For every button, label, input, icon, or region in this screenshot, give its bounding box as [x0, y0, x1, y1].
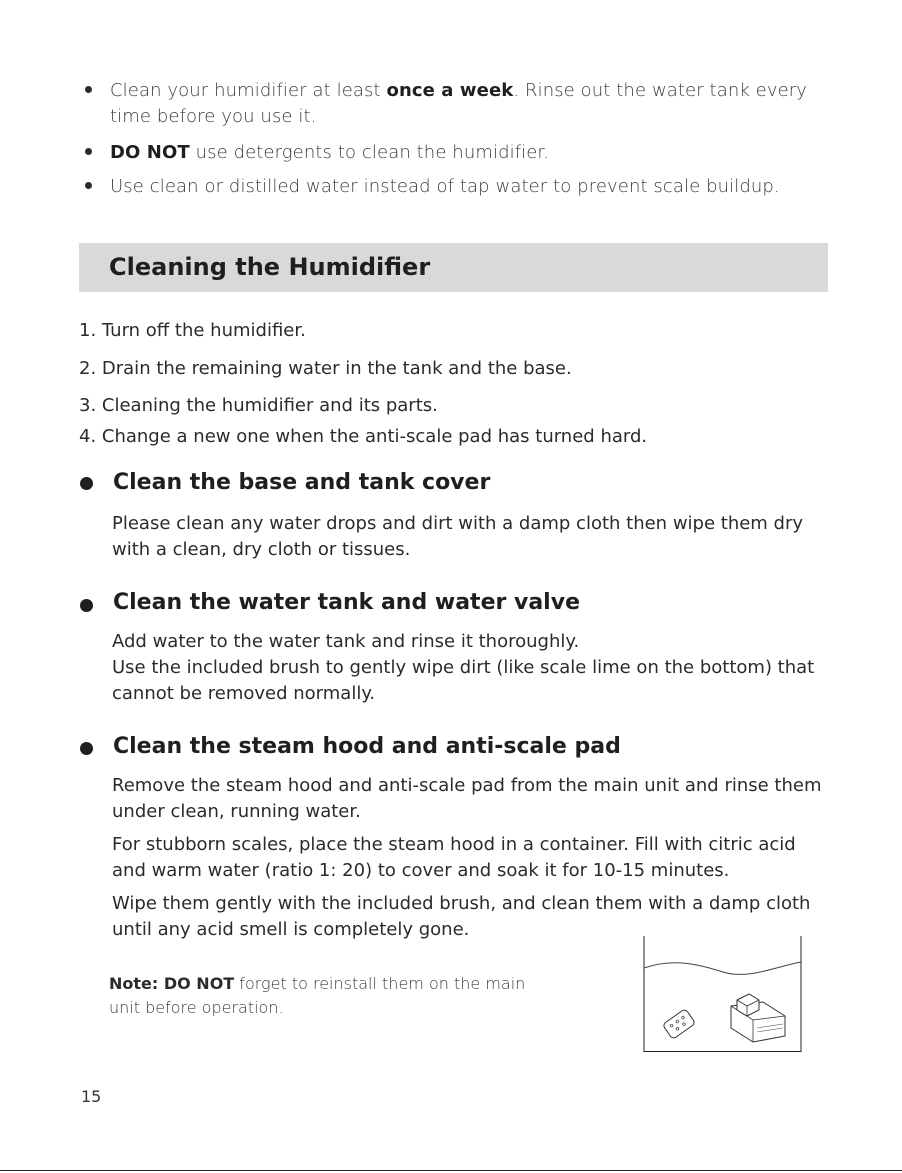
tip-no-detergents: [110, 140, 840, 166]
section-bullet: [80, 742, 93, 755]
tip-text: . Rinse out the water tank every time before you use it.: [110, 80, 808, 127]
section-paragraph: For stubborn scales, place the steam hood in a container. Fill with citric acid and warm water (ratio 1: 20) to cover and soak it for 10-15 minutes.: [112, 834, 796, 881]
section-paragraph: Wipe them gently with the included brush, and clean them with a damp cloth until any acid smell is completely gone.: [112, 893, 811, 940]
soaking-illustration: [643, 936, 802, 1052]
section-paragraph: Use the included brush to gently wipe dirt (like scale lime on the bottom) that cannot be removed normally.: [112, 657, 815, 704]
tip-text: use detergents to clean the humidifier.: [189, 142, 550, 163]
section-bullet: [80, 477, 93, 490]
section-paragraph: Add water to the water tank and rinse it thoroughly.: [112, 631, 580, 652]
tip-emphasis: once a week: [386, 80, 514, 101]
step-item: 3. Cleaning the humidifier and its parts.: [79, 395, 438, 416]
section-paragraph: Remove the steam hood and anti-scale pad from the main unit and rinse them under clean, running water.: [112, 775, 822, 822]
tip-distilled-water: [110, 174, 840, 200]
bullet-dot: [85, 86, 92, 93]
note-text: forget to reinstall them on the main unit before operation.: [109, 974, 526, 1017]
section-title-base-cover: Clean the base and tank cover: [113, 470, 491, 495]
bottom-divider: [0, 1170, 902, 1171]
step-item: 2. Drain the remaining water in the tank and the base.: [79, 358, 572, 379]
container-soak-icon: [643, 936, 802, 1052]
bullet-dot: [85, 148, 92, 155]
section-title-steam-hood: Clean the steam hood and anti-scale pad: [113, 734, 621, 759]
step-item: 1. Turn off the humidifier.: [79, 320, 306, 341]
page-number: 15: [81, 1087, 102, 1106]
tip-emphasis: DO NOT: [110, 142, 190, 163]
bullet-dot: [85, 182, 92, 189]
page-title: Cleaning the Humidifier: [109, 253, 431, 281]
step-item: 4. Change a new one when the anti-scale pad has turned hard.: [79, 426, 648, 447]
section-paragraph: Please clean any water drops and dirt with a damp cloth then wipe them dry with a clean, dry cloth or tissues.: [112, 513, 804, 560]
tip-text: Clean your humidifier at least: [110, 80, 387, 101]
tip-text: Use clean or distilled water instead of tap water to prevent scale buildup.: [110, 176, 780, 197]
section-bullet: [80, 599, 93, 612]
note-label: Note: DO NOT: [109, 974, 235, 993]
section-title-water-tank: Clean the water tank and water valve: [113, 590, 580, 615]
section-heading-banner: [79, 243, 828, 292]
note-reinstall: [109, 972, 529, 1020]
tip-weekly-cleaning: [110, 78, 840, 130]
